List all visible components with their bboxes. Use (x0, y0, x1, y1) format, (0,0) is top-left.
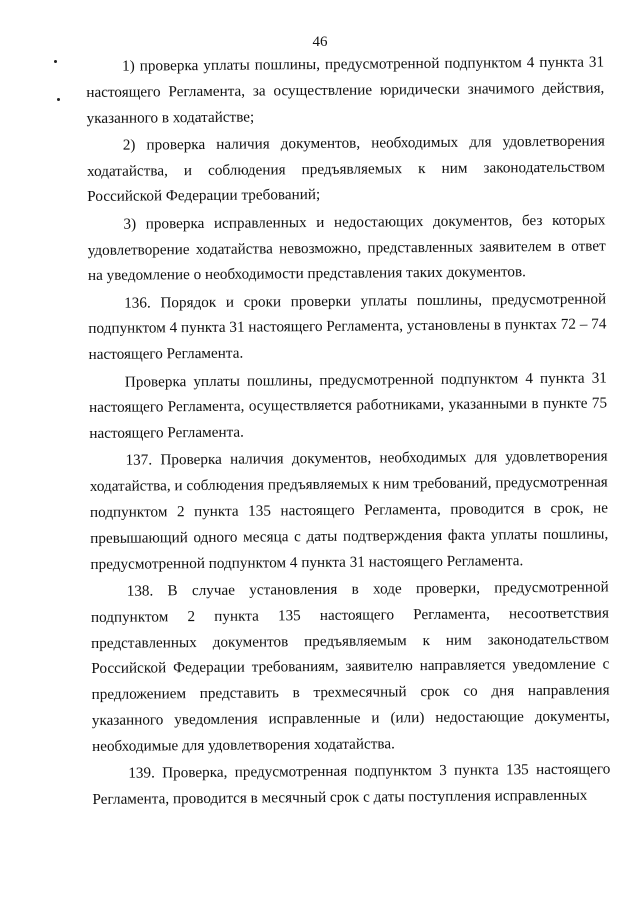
paragraph-136: 136. Порядок и сроки проверки уплаты пошлины, предусмотренной подпунктом 4 пункта 31 настоящего Регламента, установлены в пунктах 72 – 74 настоящего Регламента. (88, 290, 607, 364)
document-body (86, 49, 611, 814)
paragraph-item-2: 2) проверка наличия документов, необходимых для удовлетворения ходатайства, и соблюдения предъявляемых к ним законодательством Российской Федерации требований; (86, 132, 606, 206)
paragraph-item-1: 1) проверка уплаты пошлины, предусмотренной подпунктом 4 пункта 31 настоящего Регламента, за осуществление юридически значимого действия, указанного в ходатайстве; (86, 53, 605, 127)
paragraph-139: 139. Проверка, предусмотренная подпунктом 3 пункта 135 настоящего Регламента, проводится в месячный срок с даты поступления исправленных (92, 760, 611, 808)
page-number: 46 (312, 34, 328, 50)
paragraph-item-3: 3) проверка исправленных и недостающих документов, без которых удовлетворение ходатайства невозможно, представленных заявителем в ответ на уведомление о необходимости представления таких документов. (87, 211, 606, 285)
paragraph-136-continued: Проверка уплаты пошлины, предусмотренной подпунктом 4 пункта 31 настоящего Регламента, осуществляется работниками, указанными в пункте 75 настоящего Регламента. (89, 369, 608, 443)
paragraph-138: 138. В случае установления в ходе проверки, предусмотренной подпунктом 2 пункта 135 настоящего Регламента, несоответствия представленных документов предъявляемым к ним законодательством Российской Федерации требованиям, заявителю направляется уведомление с предложением представить в трехмесячный срок со дня направления указанного уведомления исправленные и (или) недостающие документы, необходимые для удовлетворения ходатайства. (90, 578, 610, 755)
scan-speck-mark (57, 98, 60, 101)
scan-speck-mark (54, 60, 57, 63)
paragraph-137: 137. Проверка наличия документов, необходимых для удовлетворения ходатайства, и соблюдения предъявляемых к ним требований, предусмотренная подпунктом 2 пункта 135 настоящего Регламента, проводится в срок, не превышающий одного месяца с даты подтверждения факта уплаты пошлины, предусмотренной подпунктом 4 пункта 31 настоящего Регламента. (89, 447, 609, 573)
